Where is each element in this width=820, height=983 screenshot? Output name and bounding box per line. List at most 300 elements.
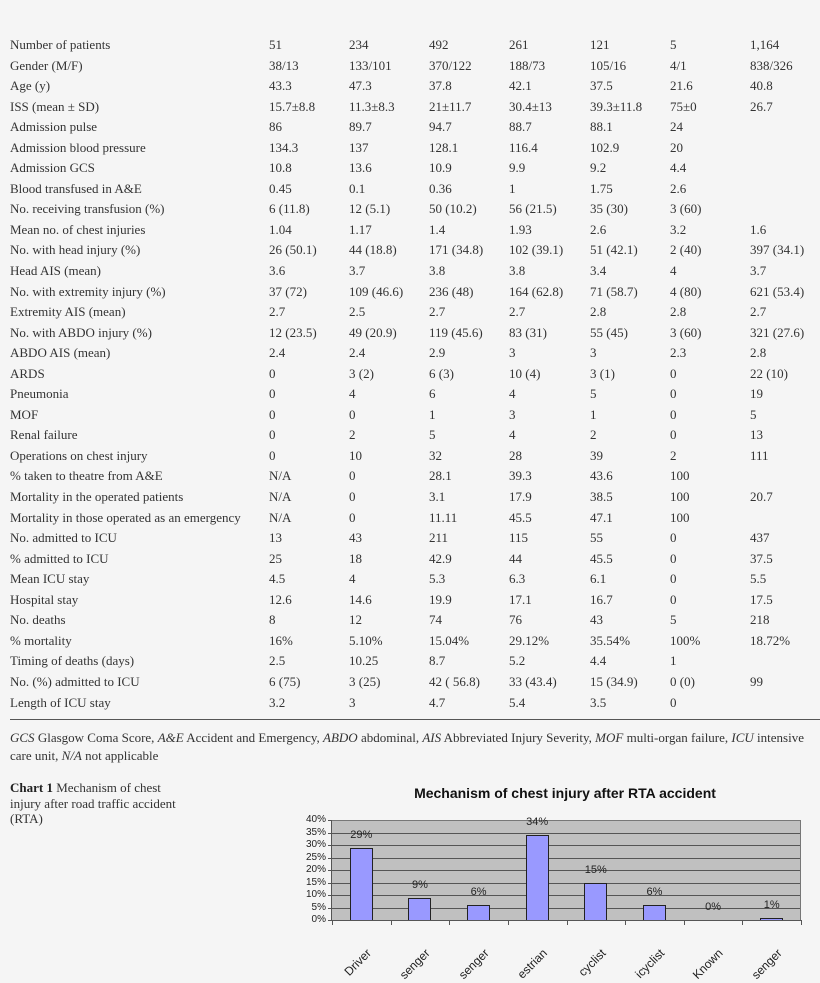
table-cell: 1.6 [750, 221, 767, 237]
table-cell: 44 [509, 550, 522, 566]
table-row [10, 179, 820, 200]
table-cell: N/A [269, 509, 292, 525]
y-tick-label: 5% [311, 901, 326, 913]
table-row [10, 487, 820, 508]
table-cell: 38.5 [590, 489, 613, 505]
table-cell: 75±0 [670, 98, 697, 114]
table-cell: 370/122 [429, 57, 472, 73]
row-label: Admission blood pressure [10, 139, 146, 155]
table-cell: 2 (40) [670, 242, 702, 258]
x-category-label: senger [748, 946, 785, 982]
table-cell: 13 [269, 530, 282, 546]
table-cell: 1.75 [590, 180, 613, 196]
table-cell: 2.8 [750, 345, 767, 361]
table-cell: 43 [349, 530, 362, 546]
table-cell: 0 [670, 386, 677, 402]
table-cell: 2.5 [269, 653, 286, 669]
table-cell: 0 [349, 509, 356, 525]
bar [467, 905, 490, 920]
bar-value-label: 34% [526, 816, 549, 828]
table-cell: 1.93 [509, 221, 532, 237]
table-footnote [10, 729, 815, 765]
table-cell: 18.72% [750, 632, 791, 648]
table-cell: 3 (25) [349, 673, 381, 689]
table-body [10, 35, 820, 713]
table-cell: 116.4 [509, 139, 538, 155]
table-cell: 2.7 [509, 304, 526, 320]
table-cell [750, 651, 820, 672]
bar-value-label: 29% [350, 828, 373, 841]
table-cell: 24 [670, 119, 683, 135]
row-label: Number of patients [10, 37, 111, 52]
table-cell: 76 [509, 612, 522, 628]
table-cell: 134.3 [269, 139, 299, 155]
table-cell: 49 (20.9) [349, 324, 397, 340]
table-row [10, 240, 820, 261]
table-cell: 47.1 [590, 509, 613, 525]
bar-value-label: 15% [584, 863, 607, 876]
row-label: ARDS [10, 365, 45, 381]
table-cell: 2.6 [670, 180, 687, 196]
table-cell: 3 (60) [670, 324, 702, 340]
table-cell [750, 693, 820, 714]
bar-value-label: 0% [705, 901, 722, 913]
y-tick-label: 20% [305, 864, 326, 875]
table-cell: 3 [509, 345, 516, 361]
x-category-label: cyclist [575, 946, 609, 980]
x-category-label: senger [397, 946, 433, 982]
table-cell: 1 [429, 406, 436, 422]
table-cell: 35.54% [590, 632, 631, 648]
table-cell: 1.4 [429, 221, 446, 237]
gridline [332, 858, 800, 859]
table-cell: 4 (80) [670, 283, 702, 299]
row-label: Age (y) [10, 78, 51, 94]
table-cell: 128.1 [429, 139, 459, 155]
table-row [10, 672, 820, 693]
table-cell: 51 (42.1) [590, 242, 638, 258]
table-cell: 0 [269, 386, 276, 402]
table-cell: 0 [269, 427, 276, 443]
table-row [10, 282, 820, 303]
y-tick-label: 30% [305, 839, 326, 850]
table-cell: 119 (45.6) [429, 324, 483, 340]
row-label: Gender (M/F) [10, 57, 83, 73]
table-row [10, 97, 820, 118]
table-cell: 5.3 [429, 571, 446, 587]
footnote-abbreviation: GCS [10, 730, 35, 745]
table-cell: 3 [349, 694, 356, 710]
table-cell: 0.36 [429, 180, 452, 196]
table-cell: 6.1 [590, 571, 607, 587]
footnote-abbreviation: MOF [595, 730, 624, 745]
footnote-definition: Glasgow Coma Score, [34, 730, 158, 745]
row-label: MOF [10, 406, 39, 422]
table-cell: 28 [509, 447, 522, 463]
bar-value-label: 6% [470, 886, 487, 898]
table-cell: 2.8 [590, 304, 607, 320]
row-label: Pneumonia [10, 386, 69, 402]
table-cell: 0.1 [349, 180, 366, 196]
bar [526, 835, 549, 920]
table-cell: 12 (23.5) [269, 324, 317, 340]
footnote-definition: Abbreviated Injury Severity, [441, 730, 596, 745]
x-label-clip [429, 928, 492, 982]
table-cell: 14.6 [349, 591, 372, 607]
table-cell: 2.3 [670, 345, 687, 361]
table-cell: 43.3 [269, 78, 292, 94]
x-tick-mark [567, 921, 568, 925]
table-bottom-rule [10, 719, 820, 720]
table-cell: 94.7 [429, 119, 452, 135]
x-tick-mark [508, 921, 509, 925]
table-cell: 9.2 [590, 160, 607, 176]
table-cell: 2.5 [349, 304, 366, 320]
y-axis [331, 820, 332, 921]
row-label: ISS (mean ± SD) [10, 98, 100, 114]
table-cell: 2.9 [429, 345, 446, 361]
table-cell: 4.4 [670, 160, 687, 176]
footnote-definition: abdominal, [357, 730, 423, 745]
table-cell: 11.11 [429, 509, 458, 525]
row-label: No. admitted to ICU [10, 530, 117, 546]
table-cell: 111 [750, 447, 769, 463]
table-cell: 3.5 [590, 694, 607, 710]
table-row [10, 117, 820, 138]
row-label: % taken to theatre from A&E [10, 468, 163, 484]
x-label-clip [370, 928, 433, 982]
table-cell: 18 [349, 550, 362, 566]
table-cell: 133/101 [349, 57, 392, 73]
table-cell: 5.4 [509, 694, 526, 710]
table-cell: 105/16 [590, 57, 627, 73]
table-cell: 15.7±8.8 [269, 98, 316, 114]
row-label: Mean no. of chest injuries [10, 221, 146, 237]
table-cell: 100 [670, 468, 690, 484]
row-label: No. with ABDO injury (%) [10, 324, 152, 340]
table-cell: 0 [670, 427, 677, 443]
y-tick-label: 35% [305, 826, 326, 838]
table-cell: 37 (72) [269, 283, 307, 299]
table-cell: 10 [349, 447, 362, 463]
table-cell: 74 [429, 612, 442, 628]
table-cell: 45.5 [509, 509, 532, 525]
table-row [10, 508, 820, 529]
x-label-clip [487, 928, 551, 982]
table-cell: 17.9 [509, 489, 532, 505]
table-cell: 11.3±8.3 [349, 98, 395, 114]
table-cell: 0 [349, 468, 356, 484]
table-cell: 121 [590, 37, 610, 52]
table-cell: 1.17 [349, 221, 372, 237]
table-cell: 1 [590, 406, 597, 422]
table-cell: 234 [349, 37, 369, 52]
table-cell: 6 (75) [269, 673, 301, 689]
row-label: Head AIS (mean) [10, 263, 101, 279]
table-cell: 12 (5.1) [349, 201, 391, 217]
table-cell: 5.10% [349, 632, 383, 648]
row-label: Admission GCS [10, 160, 95, 176]
table-cell: 0 [269, 447, 276, 463]
x-label-clip [311, 928, 375, 979]
footnote-definition: Accident and Emergency, [183, 730, 324, 745]
x-label-clip [604, 928, 668, 981]
table-cell: 0 [670, 571, 677, 587]
table-cell: 2 [349, 427, 356, 443]
table-cell: 4 [349, 386, 356, 402]
table-row [10, 261, 820, 282]
bar-value-label: 6% [646, 886, 663, 898]
table-cell: 32 [429, 447, 442, 463]
table-row [10, 138, 820, 159]
x-category-label: Driver [341, 946, 375, 979]
table-cell: 40.8 [750, 78, 773, 94]
table-cell: 47.3 [349, 78, 372, 94]
table-cell: 12 [349, 612, 362, 628]
row-label: No. with extremity injury (%) [10, 283, 166, 299]
table-cell [750, 466, 820, 487]
table-cell [750, 179, 820, 200]
table-cell: 0 [670, 530, 677, 546]
table-cell: 43.6 [590, 468, 613, 484]
row-label: Timing of deaths (days) [10, 653, 135, 669]
table-cell: N/A [269, 489, 292, 505]
row-label: Mean ICU stay [10, 571, 90, 587]
table-cell [750, 117, 820, 138]
table-cell: 5 [590, 386, 597, 402]
bar-value-label: 9% [411, 878, 428, 891]
table-cell: 164 (62.8) [509, 283, 564, 299]
patient-characteristics-table [10, 35, 820, 713]
table-cell: 3 [509, 406, 516, 422]
table-cell: 21±11.7 [429, 98, 472, 114]
table-cell: 3 (60) [670, 201, 702, 217]
table-cell: 4 [670, 263, 677, 279]
table-row [10, 35, 820, 56]
table-cell: 3.1 [429, 489, 446, 505]
row-label: ABDO AIS (mean) [10, 345, 111, 361]
y-tick-label: 10% [305, 889, 326, 900]
table-cell: 397 (34.1) [750, 242, 805, 258]
table-row [10, 528, 820, 549]
table-cell: 51 [269, 37, 282, 52]
table-cell: 0 [269, 406, 276, 422]
table-cell: 33 (43.4) [509, 673, 557, 689]
table-cell: 42.1 [509, 78, 532, 94]
table-cell: 261 [509, 37, 529, 52]
table-cell: 5 [670, 37, 677, 52]
table-row [10, 610, 820, 631]
table-row [10, 220, 820, 241]
table-cell: 0.45 [269, 180, 292, 196]
table-cell: 1.04 [269, 221, 292, 237]
table-cell: 26 (50.1) [269, 242, 317, 258]
table-cell: 22 (10) [750, 365, 788, 381]
y-tick-label: 25% [305, 851, 326, 863]
table-cell: 45.5 [590, 550, 613, 566]
table-cell: 3.8 [509, 263, 526, 279]
table-cell: 9.9 [509, 160, 526, 176]
x-label-clip [722, 928, 785, 982]
row-label: % admitted to ICU [10, 550, 109, 566]
table-cell: 171 (34.8) [429, 242, 484, 258]
row-label: % mortality [10, 632, 72, 648]
table-cell: 3.2 [670, 221, 687, 237]
table-cell: 13.6 [349, 160, 372, 176]
table-cell: 0 [670, 694, 677, 710]
x-category-label: estrian [514, 946, 551, 982]
table-row [10, 569, 820, 590]
table-cell: 0 [670, 365, 677, 381]
table-cell: 0 [670, 550, 677, 566]
gridline [332, 845, 800, 846]
table-cell: 83 (31) [509, 324, 547, 340]
table-cell [750, 508, 820, 529]
gridline [332, 895, 800, 896]
x-tick-mark [391, 921, 392, 925]
table-row [10, 302, 820, 323]
table-cell: 26.7 [750, 98, 773, 114]
table-cell: 88.7 [509, 119, 532, 135]
table-row [10, 76, 820, 97]
row-label: Hospital stay [10, 591, 79, 607]
table-cell: 86 [269, 119, 282, 135]
x-tick-mark [742, 921, 743, 925]
bar [408, 898, 431, 921]
row-label: Mortality in the operated patients [10, 489, 184, 505]
table-cell: 37.5 [590, 78, 613, 94]
table-row [10, 590, 820, 611]
x-category-label: senger [455, 946, 492, 982]
table-cell: 19.9 [429, 591, 452, 607]
table-cell: 321 (27.6) [750, 324, 805, 340]
table-row [10, 631, 820, 652]
gridline [332, 833, 800, 834]
table-cell: 0 [670, 591, 677, 607]
table-cell: 10.25 [349, 653, 379, 669]
table-cell [750, 199, 820, 220]
footnote-definition: not applicable [81, 748, 159, 763]
table-cell: 236 (48) [429, 283, 474, 299]
table-cell: 16% [269, 632, 293, 648]
x-tick-mark [684, 921, 685, 925]
table-row [10, 323, 820, 344]
table-cell: 99 [750, 673, 763, 689]
table-cell: 6 [429, 386, 436, 402]
table-cell: 71 (58.7) [590, 283, 638, 299]
table-cell: 2.6 [590, 221, 607, 237]
table-cell: 0 (0) [670, 673, 695, 689]
table-cell [750, 138, 820, 159]
footnote-abbreviation: ICU [731, 730, 754, 745]
table-cell: 211 [429, 530, 449, 546]
table-cell: 38/13 [269, 57, 299, 73]
row-label: Length of ICU stay [10, 694, 111, 710]
table-cell: 1 [670, 653, 677, 669]
table-cell: 25 [269, 550, 282, 566]
chart-title: Mechanism of chest injury after RTA accident [414, 785, 716, 801]
table-cell: 50 (10.2) [429, 201, 477, 217]
table-cell: 3 (1) [590, 365, 615, 381]
table-cell: 6 (3) [429, 365, 454, 381]
table-cell: 17.5 [750, 591, 773, 607]
table-row [10, 158, 820, 179]
bar [643, 905, 666, 920]
table-cell: 3.7 [349, 263, 366, 279]
table-cell [750, 158, 820, 179]
table-cell: 30.4±13 [509, 98, 552, 114]
table-cell: 88.1 [590, 119, 613, 135]
x-category-label: icyclist [632, 946, 668, 981]
y-tick-label: 0% [311, 914, 326, 925]
table-cell: 42.9 [429, 550, 452, 566]
table-row [10, 405, 820, 426]
table-row [10, 343, 820, 364]
table-row [10, 364, 820, 385]
chart-caption [10, 780, 195, 827]
table-cell: 100% [670, 632, 701, 648]
table-cell: 8.7 [429, 653, 446, 669]
table-cell: 20 [670, 139, 683, 155]
table-cell: 0 [349, 489, 356, 505]
table-cell: 2.8 [670, 304, 687, 320]
table-cell: 2.7 [269, 304, 286, 320]
table-cell: 37.5 [750, 550, 773, 566]
row-label: No. deaths [10, 612, 66, 628]
footnote-definition: multi-organ failure, [623, 730, 732, 745]
table-cell: 55 (45) [590, 324, 628, 340]
table-cell: 3.8 [429, 263, 446, 279]
row-label: Operations on chest injury [10, 447, 148, 463]
table-cell: 4.5 [269, 571, 286, 587]
table-cell: 4 [509, 427, 516, 443]
table-cell: 2.7 [750, 304, 767, 320]
x-tick-mark [801, 921, 802, 925]
table-cell: 10.8 [269, 160, 292, 176]
table-cell: 3 [590, 345, 597, 361]
footnote-abbreviation: A&E [157, 730, 184, 745]
table-cell: 29.12% [509, 632, 550, 648]
table-cell: 10.9 [429, 160, 452, 176]
x-category-label: Known [690, 946, 727, 982]
table-row [10, 384, 820, 405]
table-cell: 2 [590, 427, 597, 443]
table-cell: 56 (21.5) [509, 201, 557, 217]
row-label: No. (%) admitted to ICU [10, 673, 140, 689]
table-cell: 2.4 [269, 345, 286, 361]
row-label: Admission pulse [10, 119, 98, 135]
table-cell: 4/1 [670, 57, 687, 73]
table-cell: 5 [670, 612, 677, 628]
table-cell: 39.3±11.8 [590, 98, 643, 114]
chart-caption-text: Mechanism of chest injury after road traffic accident (RTA) [10, 780, 176, 826]
table-cell: 13 [750, 427, 763, 443]
table-cell: 15.04% [429, 632, 470, 648]
table-cell: 4.7 [429, 694, 446, 710]
x-tick-mark [332, 921, 333, 925]
table-cell: 838/326 [750, 57, 793, 73]
table-cell: 5 [750, 406, 757, 422]
row-label: Blood transfused in A&E [10, 180, 142, 196]
footnote-abbreviation: ABDO [323, 730, 358, 745]
bar-value-label: 1% [763, 898, 780, 911]
table-cell: 5.2 [509, 653, 526, 669]
table-cell: 3.6 [269, 263, 286, 279]
table-cell: 12.6 [269, 591, 292, 607]
table-cell: 492 [429, 37, 449, 52]
table-cell: 19 [750, 386, 763, 402]
table-cell: 39.3 [509, 468, 532, 484]
